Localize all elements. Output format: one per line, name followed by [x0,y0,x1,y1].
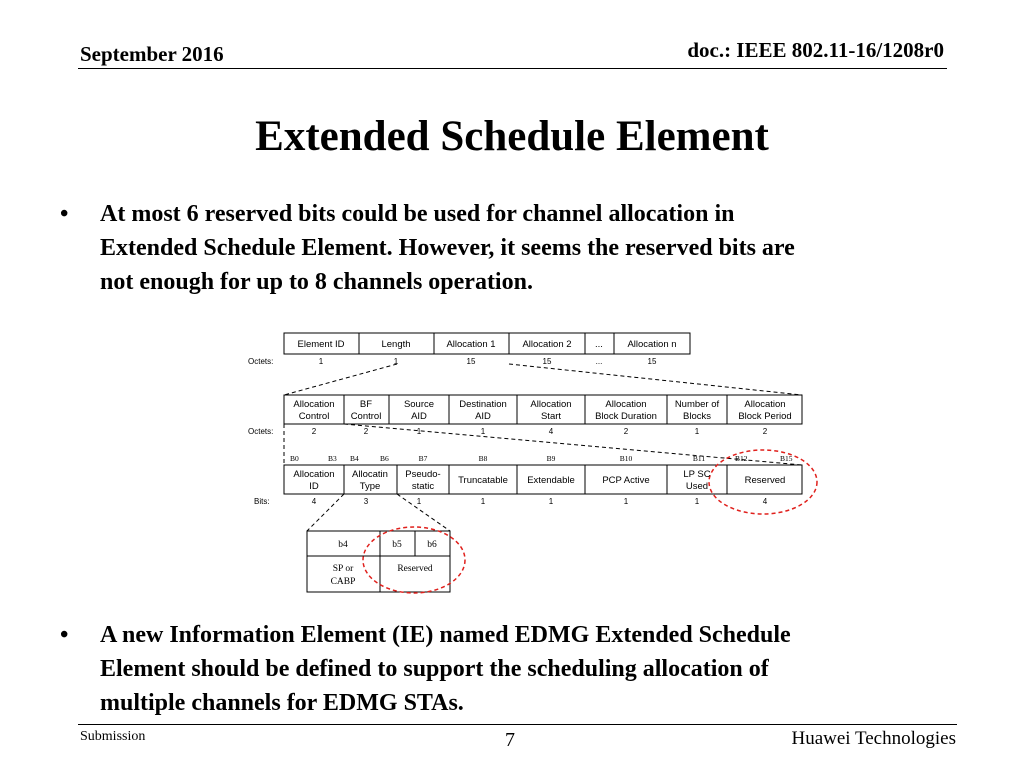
row1-size-element-id: 1 [318,357,324,366]
row2-size-0: 2 [311,427,317,436]
row3-truncatable: Truncatable [458,475,508,486]
row2-destination-aid-line2: AID [475,411,491,422]
row3-size-5: 1 [623,497,629,506]
row3-allocation-type-line2: Type [359,481,381,492]
bullet-2-line-3: multiple channels for EDMG STAs. [100,690,464,716]
footer-submission: Submission [80,729,146,744]
bit-label-b4: B4 [350,454,359,463]
bullet-1-marker: • [60,201,69,227]
bullet-2-line-2: Element should be defined to support the scheduling allocation of [100,656,769,682]
header-doc-id: doc.: IEEE 802.11-16/1208r0 [687,38,944,62]
expansion-lines [284,364,802,531]
bit-label-b12: B12 [735,454,748,463]
row2-size-5: 2 [623,427,629,436]
row2-number-of-blocks-line2: Blocks [683,411,711,422]
header-date: September 2016 [80,42,224,66]
row2-size-3: 1 [480,427,486,436]
row1-size-allocation-1: 15 [466,357,476,366]
row2-number-of-blocks-line1: Number of [674,399,720,410]
bit-label-b6: B6 [380,454,389,463]
subtable-header-b4: b4 [338,540,348,550]
row1-size-allocation-2: 15 [542,357,552,366]
bit-label-b11: B11 [692,454,706,463]
row1-field-allocation-1: Allocation 1 [446,339,496,350]
footer-divider [78,724,957,725]
bit-label-b10: B10 [619,454,633,463]
row3-allocation-id-line1: Allocation [293,469,335,480]
row3-size-1: 3 [363,497,369,506]
bullet-1-line-1: At most 6 reserved bits could be used for channel allocation in [100,201,735,227]
subtable-header-b6: b6 [427,540,437,550]
row3-allocation-type-line1: Allocatin [352,469,388,480]
row2-size-6: 1 [694,427,700,436]
row3-reserved: Reserved [744,475,786,486]
bit-label-b3: B3 [328,454,337,463]
row3-allocation-id-line2: ID [309,481,319,492]
row1-size-ellipsis: ... [595,357,603,366]
row1-field-element-id: Element ID [297,339,345,350]
subtable-sp-or-cabp-line2: CABP [330,577,356,587]
row2-size-4: 4 [548,427,554,436]
row1-field-allocation-2: Allocation 2 [522,339,572,350]
row2-source-aid-line1: Source [403,399,435,410]
row3-pseudo-static-line1: Pseudo- [405,469,441,480]
row2-bf-control-line2: Control [350,411,382,422]
row3-size-0: 4 [311,497,317,506]
row3-size-4: 1 [548,497,554,506]
row3-bits-label: Bits: [254,497,270,506]
row3-pseudo-static-line2: static [411,481,435,492]
row2-source-aid-line2: AID [411,411,427,422]
row1-octets-label: Octets: [248,357,274,366]
row2-size-7: 2 [762,427,768,436]
subtable-reserved: Reserved [397,564,433,574]
row2-allocation-start-line2: Start [540,411,562,422]
footer-page-number: 7 [505,729,515,751]
row3-lp-sc-used-line1: LP SC [683,469,711,480]
row1-size-allocation-n: 15 [647,357,657,366]
row3-size-2: 1 [416,497,422,506]
bullet-2 [60,618,960,720]
row2-size-1: 2 [363,427,369,436]
footer-company: Huawei Technologies [791,728,956,749]
row1-size-length: 1 [393,357,399,366]
row2-destination-aid-line1: Destination [459,399,507,410]
row1-field-length: Length [381,339,411,350]
row3-size-7: 4 [762,497,768,506]
row3-size-3: 1 [480,497,486,506]
bit-label-b8: B8 [478,454,488,463]
bullet-1-line-3: not enough for up to 8 channels operation. [100,269,533,295]
row2-allocation-control-line2: Control [298,411,330,422]
row3-size-6: 1 [694,497,700,506]
bullet-2-marker: • [60,622,69,648]
bit-label-b9: B9 [546,454,556,463]
bit-label-b7: B7 [418,454,428,463]
row2-allocation-control-line1: Allocation [293,399,335,410]
row2-allocation-start-line1: Allocation [530,399,572,410]
row3-pcp-active: PCP Active [602,475,650,486]
row3-lp-sc-used-line2: Used [685,481,709,492]
row2-block-duration-line1: Allocation [605,399,647,410]
row2-bf-control-line1: BF [359,399,373,410]
row1-field-allocation-n: Allocation n [627,339,677,350]
row1-field-ellipsis: ... [595,339,603,350]
row2-block-period-line1: Allocation [744,399,786,410]
row3-extendable: Extendable [527,475,575,486]
row2-size-2: 1 [416,427,422,436]
bullet-2-line-1: A new Information Element (IE) named EDMG Extended Schedule [100,622,791,648]
subtable-header-b5: b5 [392,540,402,550]
row2-block-duration-line2: Block Duration [595,411,657,422]
bit-label-b0: B0 [290,454,299,463]
subtable-sp-or-cabp-line1: SP or [332,564,354,574]
row2-block-period-line2: Block Period [738,411,792,422]
bullet-1-line-2: Extended Schedule Element. However, it seems the reserved bits are [100,235,795,261]
slide-title: Extended Schedule Element [255,113,769,160]
row2-octets-label: Octets: [248,427,274,436]
bit-label-b15: B15 [780,454,793,463]
